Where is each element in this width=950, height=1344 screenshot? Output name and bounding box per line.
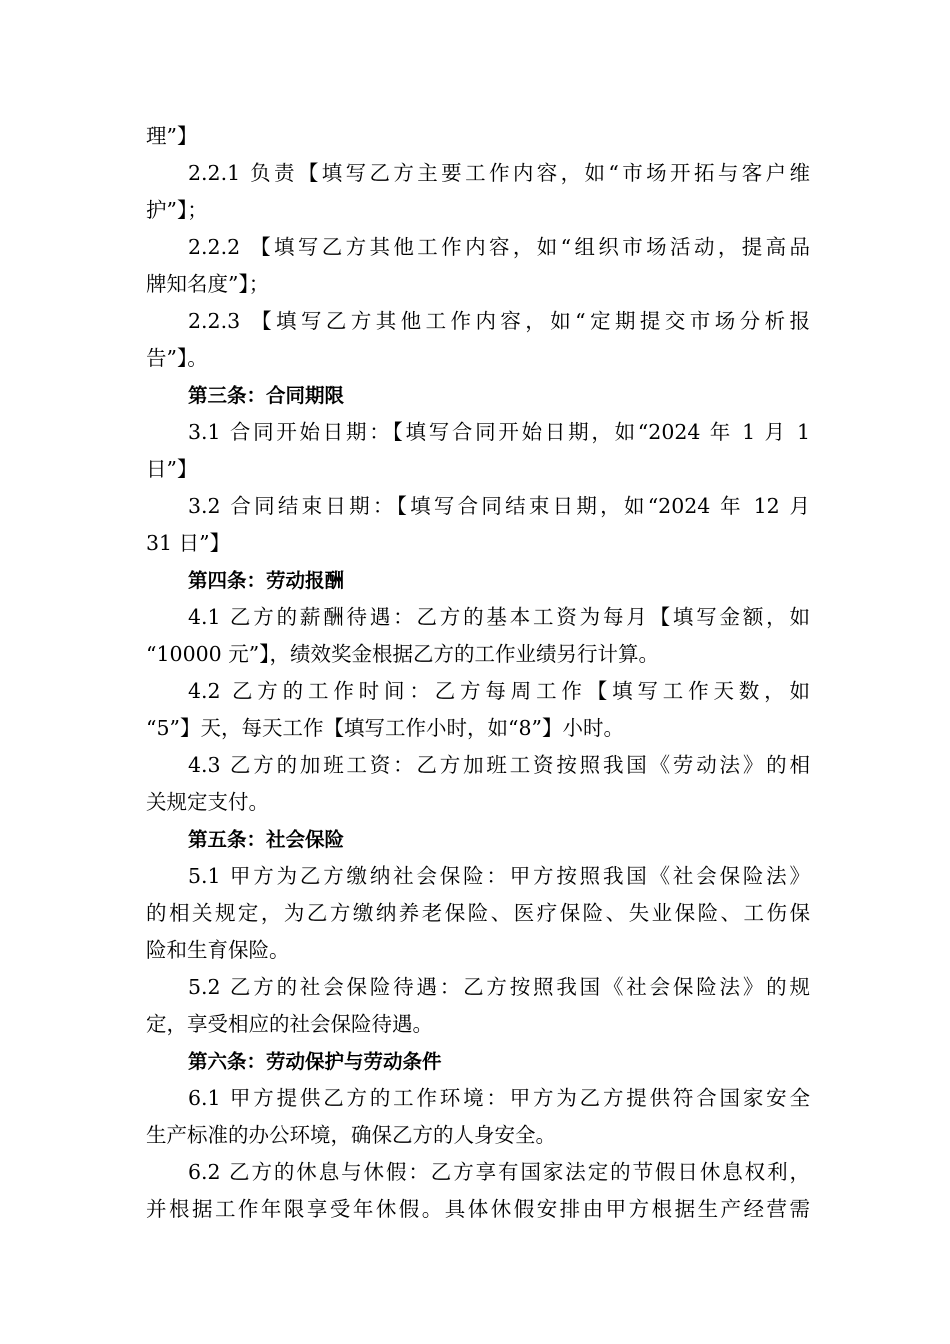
- text-line: 的相关规定，为乙方缴纳养老保险、医疗保险、失业保险、工伤保: [146, 901, 810, 925]
- text-line: 2.2.2 【填写乙方其他工作内容，如“组织市场活动，提高品: [188, 235, 810, 259]
- text-line: 4.3 乙方的加班工资：乙方加班工资按照我国《劳动法》的相: [188, 753, 810, 777]
- text-line: 牌知名度”】；: [146, 272, 270, 296]
- text-line: 生产标准的办公环境，确保乙方的人身安全。: [146, 1123, 556, 1147]
- text-line: 4.2 乙方的工作时间：乙方每周工作【填写工作天数，如: [188, 679, 810, 703]
- text-line: 护”】；: [146, 198, 208, 222]
- section-heading: 第四条：劳动报酬: [188, 569, 345, 592]
- text-line: 2.2.3 【填写乙方其他工作内容，如“定期提交市场分析报: [188, 309, 810, 333]
- section-heading: 第五条：社会保险: [188, 828, 345, 851]
- text-line: 3.2 合同结束日期：【填写合同结束日期，如“2024 年 12 月: [188, 494, 810, 518]
- text-line: 3.1 合同开始日期：【填写合同开始日期，如“2024 年 1 月 1: [188, 420, 810, 444]
- text-line: 定，享受相应的社会保险待遇。: [146, 1012, 433, 1036]
- text-line: 告”】。: [146, 346, 208, 370]
- text-line: “10000 元”】，绩效奖金根据乙方的工作业绩另行计算。: [146, 642, 659, 666]
- text-line: 5.2 乙方的社会保险待遇：乙方按照我国《社会保险法》的规: [188, 975, 810, 999]
- text-line: 6.2 乙方的休息与休假：乙方享有国家法定的节假日休息权利，: [188, 1160, 810, 1184]
- text-line: 31 日”】: [146, 531, 231, 555]
- text-line: “5”】天，每天工作【填写工作小时，如“8”】小时。: [146, 716, 625, 740]
- text-line: 2.2.1 负责【填写乙方主要工作内容，如“市场开拓与客户维: [188, 161, 810, 185]
- section-heading: 第三条：合同期限: [188, 384, 345, 407]
- text-line: 5.1 甲方为乙方缴纳社会保险：甲方按照我国《社会保险法》: [188, 864, 810, 888]
- section-heading: 第六条：劳动保护与劳动条件: [188, 1050, 442, 1073]
- text-line: 关规定支付。: [146, 790, 269, 814]
- text-line: 4.1 乙方的薪酬待遇：乙方的基本工资为每月【填写金额，如: [188, 605, 810, 629]
- text-line: 6.1 甲方提供乙方的工作环境：甲方为乙方提供符合国家安全: [188, 1086, 810, 1110]
- text-line: 险和生育保险。: [146, 938, 290, 962]
- document-page: [146, 118, 810, 1228]
- text-line: 理”】: [146, 124, 198, 148]
- text-line: 并根据工作年限享受年休假。具体休假安排由甲方根据生产经营需: [146, 1197, 810, 1221]
- text-line: 日”】: [146, 457, 198, 481]
